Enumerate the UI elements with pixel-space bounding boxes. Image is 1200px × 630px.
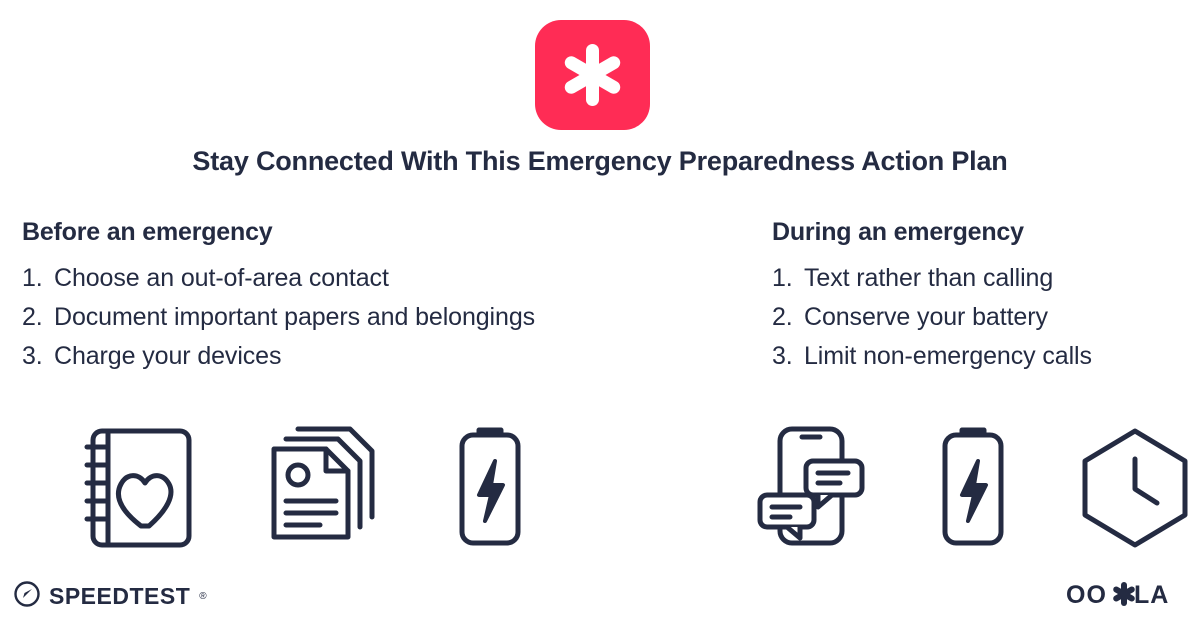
ookla-wordmark — [1066, 580, 1184, 610]
list-item-number: 1. — [22, 264, 43, 292]
trademark-symbol: ® — [199, 591, 207, 602]
column-before-emergency — [22, 218, 742, 376]
list-item — [22, 259, 742, 298]
steps-list — [22, 259, 742, 376]
list-item-label: Limit non-emergency calls — [804, 342, 1092, 370]
battery-charging-icon — [445, 418, 535, 558]
speedtest-wordmark: SPEEDTEST — [49, 583, 191, 609]
notebook-heart-icon — [75, 418, 200, 558]
list-item-number: 2. — [772, 303, 793, 331]
column-title: During an emergency — [772, 218, 1024, 246]
svg-text:OO: OO — [1066, 581, 1107, 609]
list-item — [22, 298, 742, 337]
list-item-label: Text rather than calling — [804, 264, 1054, 292]
list-item — [772, 337, 1192, 376]
page-title: Stay Connected With This Emergency Preparedness Action Plan — [192, 146, 1008, 176]
phone-text-message-icon — [748, 418, 873, 558]
ookla-footer-logo — [1066, 580, 1184, 610]
ookla-asterisk-mark — [535, 20, 650, 130]
list-item-label: Choose an out-of-area contact — [54, 264, 389, 292]
list-item — [772, 298, 1192, 337]
speedtest-footer-logo — [14, 581, 207, 612]
steps-list — [772, 259, 1192, 376]
icon-row-during — [748, 418, 1188, 558]
list-item-label: Conserve your battery — [804, 303, 1048, 331]
column-title: Before an emergency — [22, 218, 273, 246]
hexagon-clock-icon — [1073, 418, 1198, 558]
column-during-emergency — [772, 218, 1192, 376]
documents-stack-icon — [260, 418, 385, 558]
list-item — [772, 259, 1192, 298]
list-item-number: 1. — [772, 264, 793, 292]
list-item-number: 3. — [772, 342, 793, 370]
speedtest-gauge-icon — [14, 581, 40, 612]
svg-text:LA: LA — [1134, 581, 1170, 609]
list-item-label: Charge your devices — [54, 342, 282, 370]
list-item — [22, 337, 742, 376]
icon-row-before — [75, 418, 535, 558]
battery-charging-icon — [928, 418, 1018, 558]
list-item-label: Document important papers and belongings — [54, 303, 536, 331]
list-item-number: 2. — [22, 303, 43, 331]
list-item-number: 3. — [22, 342, 43, 370]
